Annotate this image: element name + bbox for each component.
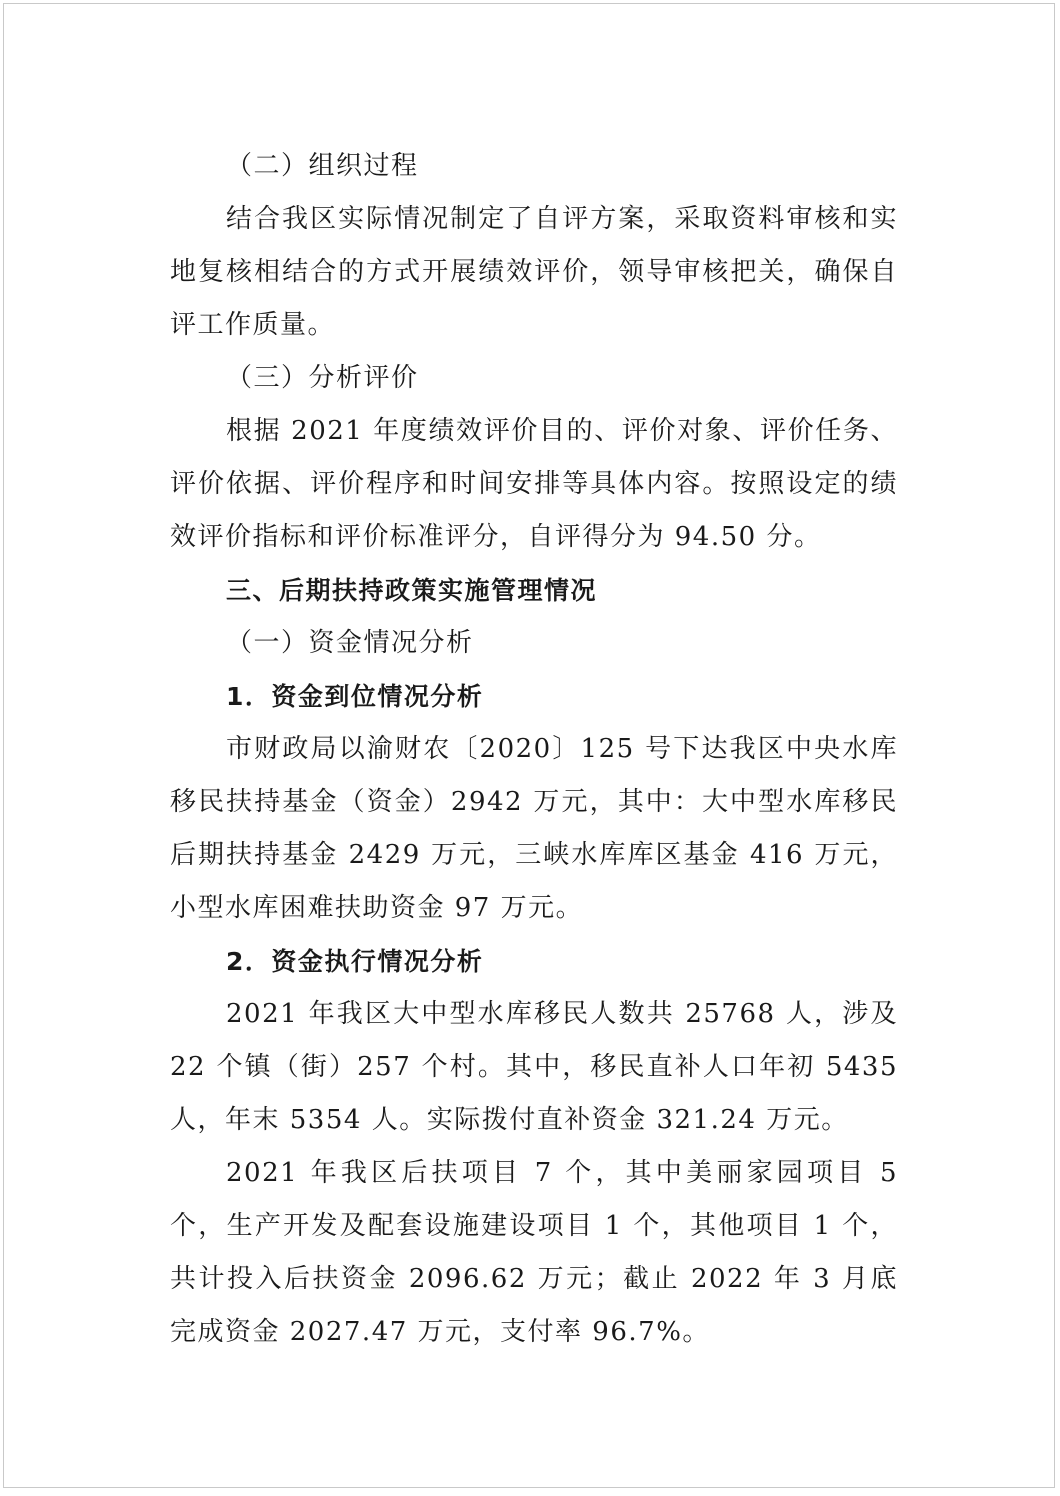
- paragraph-organization-process: 结合我区实际情况制定了自评方案，采取资料审核和实地复核相结合的方式开展绩效评价，领导审核把关，确保自评工作质量。: [170, 204, 898, 340]
- paragraph-analysis-evaluation: 根据 2021 年度绩效评价目的、评价对象、评价任务、评价依据、评价程序和时间安排等具体内容。按照设定的绩效评价指标和评价标准评分，自评得分为 94.50 分。: [170, 416, 898, 552]
- paragraph-support-projects: 2021 年我区后扶项目 7 个，其中美丽家园项目 5 个，生产开发及配套设施建设项目 1 个，其他项目 1 个，共计投入后扶资金 2096.62 万元；截止 2022 年 3 月底完成资金 2027.47 万元，支付率 96.7%。: [170, 1158, 898, 1347]
- section-heading-policy-management: 三、后期扶持政策实施管理情况: [226, 576, 598, 605]
- subheading-fund-analysis: （一）资金情况分析: [226, 628, 474, 658]
- heading-fund-arrival: 1．资金到位情况分析: [226, 682, 484, 711]
- paragraph-migrant-population: 2021 年我区大中型水库移民人数共 25768 人，涉及 22 个镇（街）257 个村。其中，移民直补人口年初 5435 人，年末 5354 人。实际拨付直补资金 321.24 万元。: [170, 999, 898, 1135]
- subheading-organization-process: （二）组织过程: [226, 151, 419, 181]
- paragraph-fund-arrival: 市财政局以渝财农〔2020〕125 号下达我区中央水库移民扶持基金（资金）2942 万元，其中：大中型水库移民后期扶持基金 2429 万元，三峡水库库区基金 416 万元，小型水库困难扶助资金 97 万元。: [170, 734, 898, 923]
- document-body: [170, 140, 898, 1359]
- heading-fund-execution: 2．资金执行情况分析: [226, 947, 484, 976]
- subheading-analysis-evaluation: （三）分析评价: [226, 363, 419, 393]
- document-page: [3, 3, 1055, 1488]
